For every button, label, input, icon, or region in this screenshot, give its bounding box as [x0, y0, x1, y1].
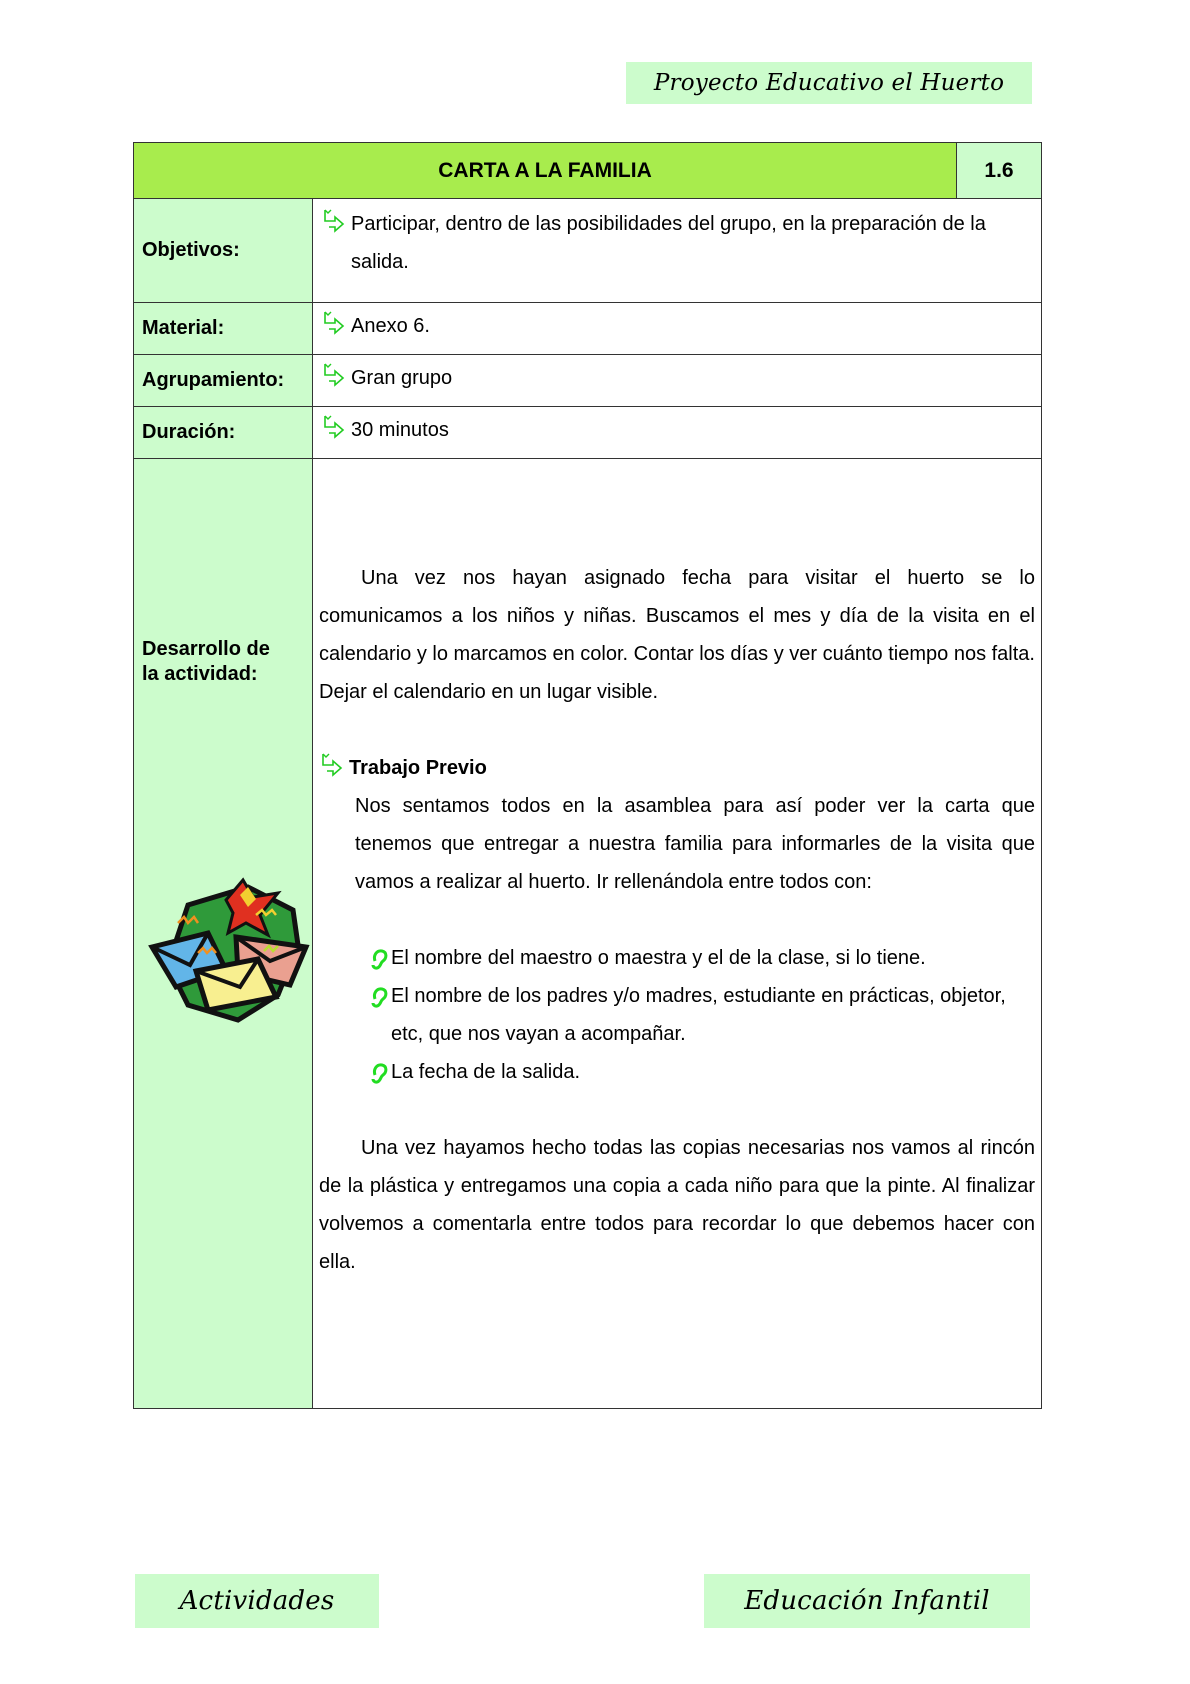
footer-left-label: Actividades [179, 1586, 335, 1616]
row-material [134, 303, 1042, 355]
ear-bullet-icon [367, 1061, 391, 1085]
arrow-bullet-icon [321, 309, 351, 339]
row-duracion [134, 407, 1042, 459]
arrow-bullet-icon [321, 207, 351, 237]
footer-level-tag [704, 1574, 1030, 1628]
list-item: El nombre de los padres y/o madres, estudiante en prácticas, objetor, etc, que nos vayan a acompañar. [367, 977, 1035, 1053]
list-item [313, 303, 1041, 345]
envelopes-clipart-icon [148, 875, 316, 1025]
label-desarrollo [134, 459, 313, 1409]
list-item: El nombre del maestro o maestra y el de la clase, si lo tiene. [367, 939, 1035, 977]
arrow-bullet-icon [321, 413, 351, 443]
intro-paragraph: Una vez nos hayan asignado fecha para visitar el huerto se lo comunicamos a los niños y niñas. Buscamos el mes y día de la visita en el calendario y lo marcamos en color. Contar los días y ver cuánto tiempo nos falta. Dejar el calendario en un lugar visible. [319, 567, 1035, 703]
desarrollo-content [313, 459, 1042, 1409]
desarrollo-label-line2: la actividad: [142, 663, 258, 685]
arrow-bullet-icon [319, 751, 349, 781]
desarrollo-label-line1: Desarrollo de [142, 638, 270, 660]
label-duracion: Duración: [134, 407, 313, 459]
activity-number: 1.6 [957, 143, 1042, 199]
arrow-bullet-icon [321, 361, 351, 391]
list-item [313, 355, 1041, 397]
label-objetivos: Objetivos: [134, 199, 313, 303]
trabajo-previo-title: Trabajo Previo [349, 757, 487, 779]
activity-title: CARTA A LA FAMILIA [134, 143, 957, 199]
label-agrupamiento: Agrupamiento: [134, 355, 313, 407]
row-agrupamiento [134, 355, 1042, 407]
list-item [313, 199, 1041, 281]
footer-section-tag [135, 1574, 379, 1628]
activity-card [133, 142, 1041, 1409]
material-text: Anexo 6. [351, 315, 430, 337]
ear-bullet-icon [367, 985, 391, 1009]
list-item: La fecha de la salida. [367, 1053, 1035, 1091]
duracion-text: 30 minutos [351, 419, 449, 441]
ear-bullet-icon [367, 947, 391, 971]
closing-paragraph: Una vez hayamos hecho todas las copias necesarias nos vamos al rincón de la plástica y entregamos una copia a cada niño para que la pinte. Al finalizar volvemos a comentarla entre todos para recordar lo que debemos hacer con ella. [319, 1137, 1035, 1273]
trabajo-previo-list [319, 939, 1035, 1091]
title-row [134, 143, 1042, 199]
row-objetivos [134, 199, 1042, 303]
agrupamiento-text: Gran grupo [351, 367, 453, 389]
project-title: Proyecto Educativo el Huerto [653, 70, 1005, 96]
list-item [313, 407, 1041, 449]
trabajo-previo-text: Nos sentamos todos en la asamblea para así poder ver la carta que tenemos que entregar a nuestra familia para informarles de la visita que vamos a realizar al huerto. Ir rellenándola entre todos con: [355, 795, 1035, 893]
row-desarrollo [134, 459, 1042, 1409]
activity-table [133, 142, 1042, 1409]
project-header-tag [626, 62, 1032, 104]
trabajo-previo-heading [319, 749, 1035, 787]
objetivo-text: Participar, dentro de las posibilidades del grupo, en la preparación de la salida. [351, 213, 986, 273]
label-material: Material: [134, 303, 313, 355]
footer-right-label: Educación Infantil [744, 1586, 990, 1616]
